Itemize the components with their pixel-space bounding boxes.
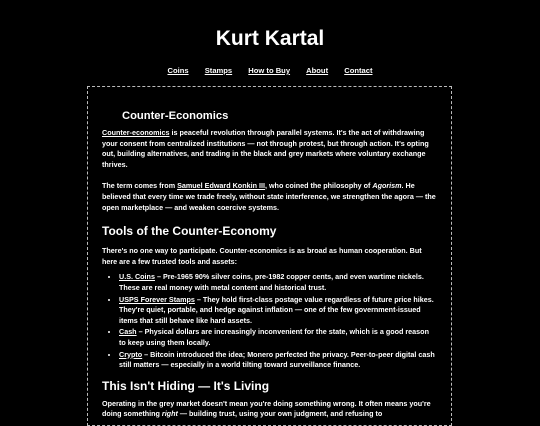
section-heading-counter-economics: Counter-Economics — [122, 110, 229, 122]
list-item: • U.S. Coins – Pre-1965 90% silver coins, pre-1982 copper cents, and even wartime nickels. These are real money with metal content and historical trust. — [119, 272, 437, 293]
list-item: • USPS Forever Stamps – They hold first-class postage value regardless of future price hikes. They're quiet, portable, and hedge against inflation — one of the few government-issued items that still behave like hard assets. — [119, 295, 437, 327]
nav-link-contact[interactable]: Contact — [344, 66, 373, 75]
list-item: • Cash – Physical dollars are increasingly inconvenient for the state, which is a good reason to keep using them locally. — [119, 327, 437, 348]
nav-link-about[interactable]: About — [306, 66, 329, 75]
term-agorism: Agorism — [372, 181, 402, 191]
name-konkin: Samuel Edward Konkin III — [177, 181, 265, 191]
article-content — [87, 86, 452, 426]
nav-link-coins[interactable]: Coins — [167, 66, 189, 75]
intro-paragraph: Counter-economics is peaceful revolution through parallel systems. It's the act of withdrawing your consent from centralized institutions — not through protest, but through action. It's opting out, building alternatives, and trading in the black and grey markets where voluntary exchange thrives. — [102, 128, 429, 169]
list-item: • Crypto – Bitcoin introduced the idea; Monero perfected the privacy. Peer-to-peer digital cash still matters — especially in a world tilting toward surveillance finance. — [119, 350, 437, 371]
site-title: Kurt Kartal — [215, 27, 325, 50]
section-heading-living: This Isn't Hiding — It's Living — [102, 378, 270, 393]
tools-list — [102, 272, 437, 370]
nav-link-how-to-buy[interactable]: How to Buy — [248, 66, 291, 75]
origin-paragraph: The term comes from Samuel Edward Konkin III, who coined the philosophy of Agorism. He believed that every time we trade freely, without state interference, we strengthen the agora — the open marketplace — and weaken coercive systems. — [102, 181, 436, 212]
section-heading-tools: Tools of the Counter-Economy — [102, 224, 277, 239]
main-nav — [0, 66, 540, 75]
tools-intro-paragraph: There's no one way to participate. Counter-economics is as broad as human cooperation. But here are a few trusted tools and assets: — [102, 246, 422, 266]
term-counter-economics: Counter-economics — [102, 128, 170, 137]
living-paragraph: Operating in the grey market doesn't mean you're doing something wrong. It often means you're doing something right — building trust, using your own judgment, and refusing to — [102, 398, 431, 419]
nav-link-stamps[interactable]: Stamps — [204, 66, 233, 75]
